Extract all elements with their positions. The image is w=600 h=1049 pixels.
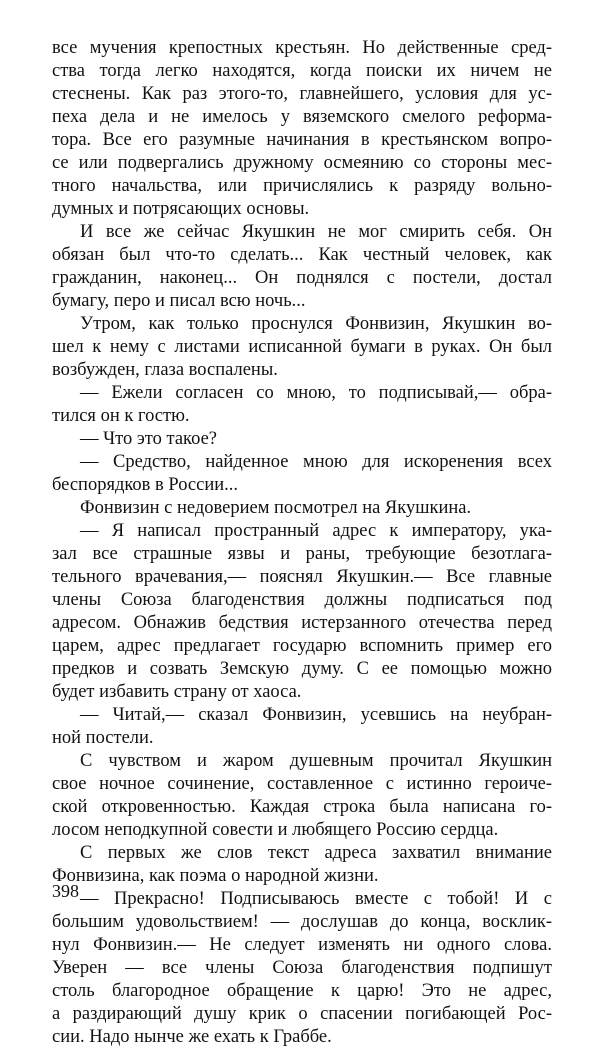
text-line: будет избавить страну от хаоса. [52,682,302,702]
text-line: Утром, как только проснулся Фонвизин, Якушкин во- [80,314,552,334]
text-line: тного начальства, или причислялись к разряду вольно- [52,176,552,196]
text-line: свое ночное сочинение, составленное с истинно героиче- [52,774,552,794]
text-line: лосом неподкупной совести и любящего Россию сердца. [52,820,499,840]
text-line: — Прекрасно! Подписываюсь вместе с тобой! И с [80,889,552,909]
text-line: — Я написал пространный адрес к императору, ука- [80,521,552,541]
text-line: ства тогда легко находятся, когда поиски их ничем не [52,61,552,81]
text-line: беспорядков в России... [52,475,239,495]
text-line: С чувством и жаром душевным прочитал Якушкин [80,751,552,771]
text-line: Фонвизин с недоверием посмотрел на Якушкина. [80,498,472,518]
text-line: Уверен — все члены Союза благоденствия подпишут [52,958,552,978]
text-line: С первых же слов текст адреса захватил внимание [80,843,552,863]
text-line: ской откровенностью. Каждая строка была написана го- [52,797,552,817]
text-line: все мучения крепостных крестьян. Но действенные сред- [52,38,552,58]
text-line: возбужден, глаза воспалены. [52,360,278,380]
text-line: — Ежели согласен со мною, то подписывай,— обра- [80,383,552,403]
text-line: тельного врачевания,— пояснял Якушкин.— Все главные [52,567,552,587]
text-line: столь благородное обращение к царю! Это не адрес, [52,981,552,1001]
text-line: адресом. Обнажив бедствия истерзанного отечества перед [52,613,552,633]
text-line: бумагу, перо и писал всю ночь... [52,291,306,311]
text-line: стеснены. Как раз этого-то, главнейшего, условия для ус- [52,84,552,104]
text-line: се или подвергались дружному осмеянию со стороны мес- [52,153,552,173]
text-line: нул Фонвизин.— Не следует изменять ни одного слова. [52,935,552,955]
text-line: И все же сейчас Якушкин не мог смирить себя. Он [80,222,552,242]
text-line: царем, адрес предлагает государю вспомнить пример его [52,636,552,656]
text-line: — Читай,— сказал Фонвизин, усевшись на неубран- [80,705,552,725]
text-line: предков и созвать Земскую думу. С ее помощью можно [52,659,552,679]
text-line: большим удовольствием! — дослушав до конца, восклик- [52,912,552,932]
text-line: — Средство, найденное мною для искоренения всех [80,452,552,472]
text-line: тора. Все его разумные начинания в крестьянском вопро- [52,130,552,150]
book-page [52,37,552,1049]
text-line: пеха дела и не имелось у вяземского смелого реформа- [52,107,552,127]
page-number: 398 [52,881,79,901]
text-line: — Что это такое? [80,429,217,449]
text-line: а раздирающий душу крик о спасении погибающей Рос- [52,1004,552,1024]
text-line: зал все страшные язвы и раны, требующие безотлага- [52,544,552,564]
text-line: думных и потрясающих основы. [52,199,310,219]
text-line: члены Союза благоденствия должны подписаться под [52,590,552,610]
text-line: гражданин, наконец... Он поднялся с постели, достал [52,268,552,288]
text-line: Фонвизина, как поэма о народной жизни. [52,866,379,886]
text-line: шел к нему с листами исписанной бумаги в руках. Он был [52,337,552,357]
text-line: обязан был что-то сделать... Как честный человек, как [52,245,552,265]
text-line: тился он к гостю. [52,406,190,426]
text-line: ной постели. [52,728,154,748]
text-line: сии. Надо нынче же ехать к Граббе. [52,1027,332,1047]
